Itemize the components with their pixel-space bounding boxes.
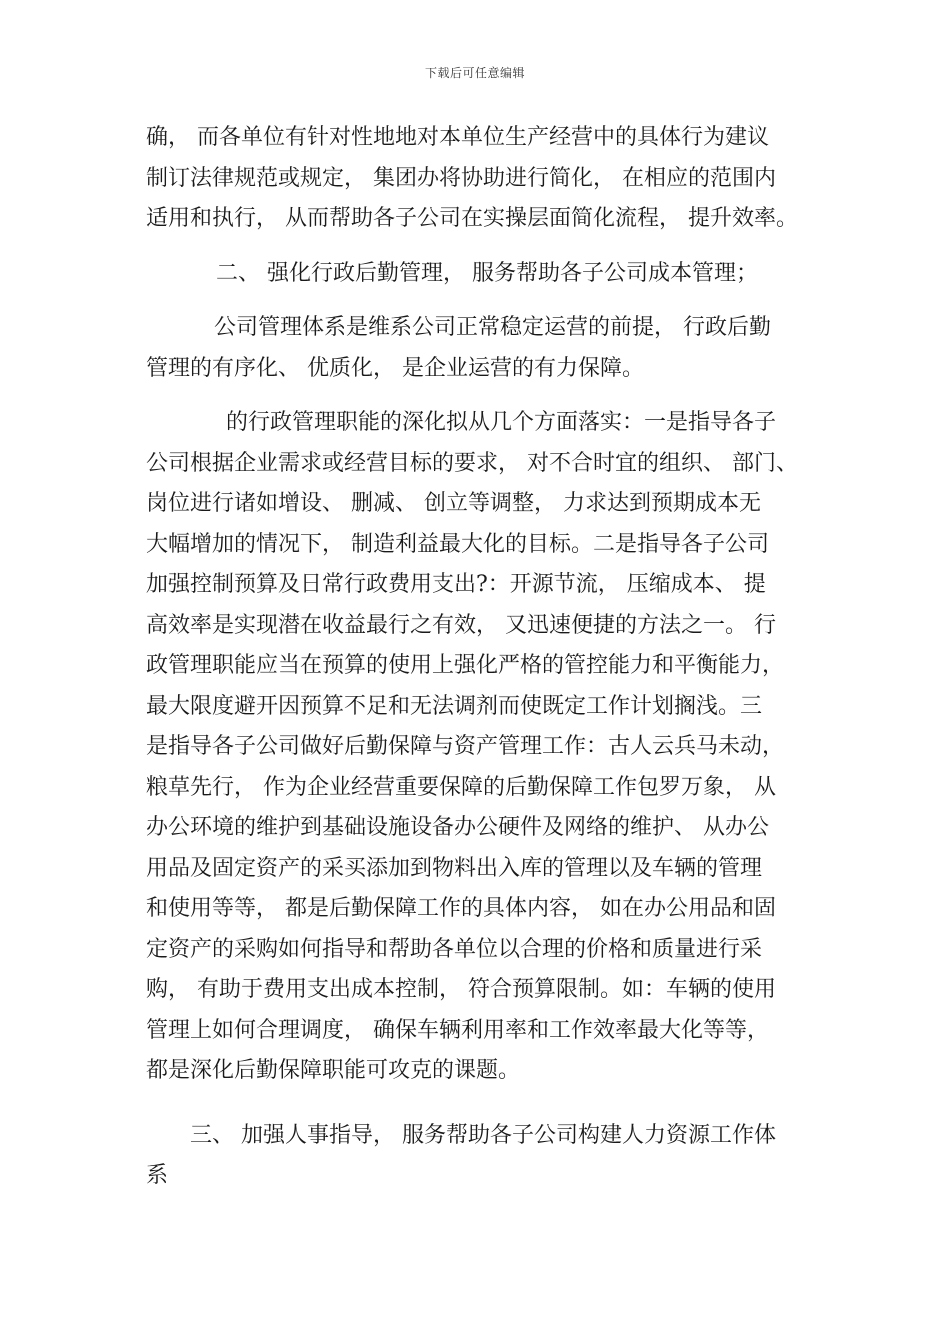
paragraph-2 bbox=[146, 308, 810, 389]
text-line: 公司管理体系是维系公司正常稳定运营的前提， 行政后勤 bbox=[214, 315, 771, 340]
heading-line: 三、 加强人事指导， 服务帮助各子公司构建人力资源工作体 bbox=[190, 1122, 776, 1148]
text-line: 确， 而各单位有针对性地地对本单位生产经营中的具体行为建议 bbox=[146, 125, 769, 150]
text-line: 和使用等等， 都是后勤保障工作的具体内容， 如在办公用品和固 bbox=[146, 896, 776, 921]
heading-line: 系 bbox=[146, 1163, 169, 1188]
paragraph-3 bbox=[146, 403, 810, 1092]
text-line: 的行政管理职能的深化拟从几个方面落实：一是指导各子 bbox=[226, 410, 777, 435]
text-line: 岗位进行诸如增设、 删减、 创立等调整， 力求达到预期成本无 bbox=[146, 491, 761, 516]
paragraph-1 bbox=[146, 118, 810, 240]
text-line: 大幅增加的情况下， 制造利益最大化的目标。二是指导各子公司 bbox=[146, 531, 769, 557]
text-line: 定资产的采购如何指导和帮助各单位以合理的价格和质量进行采 bbox=[146, 936, 763, 962]
section-heading-2 bbox=[146, 254, 810, 295]
text-line: 购， 有助于费用支出成本控制， 符合预算限制。如：车辆的使用 bbox=[146, 977, 776, 1002]
text-line: 管理的有序化、 优质化， 是企业运营的有力保障。 bbox=[146, 355, 644, 381]
text-line: 都是深化后勤保障职能可攻克的课题。 bbox=[146, 1058, 521, 1083]
text-line: 办公环境的维护到基础设施设备办公硬件及网络的维护、 从办公 bbox=[146, 815, 769, 840]
text-line: 加强控制预算及日常行政费用支出?：开源节流， 压缩成本、 提 bbox=[146, 572, 766, 597]
text-line: 高效率是实现潜在收益最行之有效， 又迅速便捷的方法之一。 行 bbox=[146, 612, 776, 638]
heading-line: 二、 强化行政后勤管理， 服务帮助各子公司成本管理； bbox=[216, 260, 758, 286]
text-line: 最大限度避开因预算不足和无法调剂而使既定工作计划搁浅。三 bbox=[146, 693, 763, 719]
text-line: 用品及固定资产的采买添加到物料出入库的管理以及车辆的管理 bbox=[146, 855, 763, 881]
text-line: 政管理职能应当在预算的使用上强化严格的管控能力和平衡能力， bbox=[146, 653, 785, 678]
text-line: 是指导各子公司做好后勤保障与资产管理工作：古人云兵马未动， bbox=[146, 734, 785, 759]
text-line: 公司根据企业需求或经营目标的要求， 对不合时宜的组织、 部门、 bbox=[146, 450, 798, 476]
text-line: 粮草先行， 作为企业经营重要保障的后勤保障工作包罗万象， 从 bbox=[146, 774, 776, 800]
text-line: 制订法律规范或规定， 集团办将协助进行简化， 在相应的范围内 bbox=[146, 165, 776, 191]
page-header: 下载后可任意编辑 bbox=[424, 66, 525, 80]
text-line: 适用和执行， 从而帮助各子公司在实操层面简化流程， 提升效率。 bbox=[146, 206, 798, 231]
section-heading-3 bbox=[146, 1116, 810, 1197]
document-body bbox=[146, 118, 810, 1197]
text-line: 管理上如何合理调度， 确保车辆利用率和工作效率最大化等等， bbox=[146, 1017, 769, 1043]
